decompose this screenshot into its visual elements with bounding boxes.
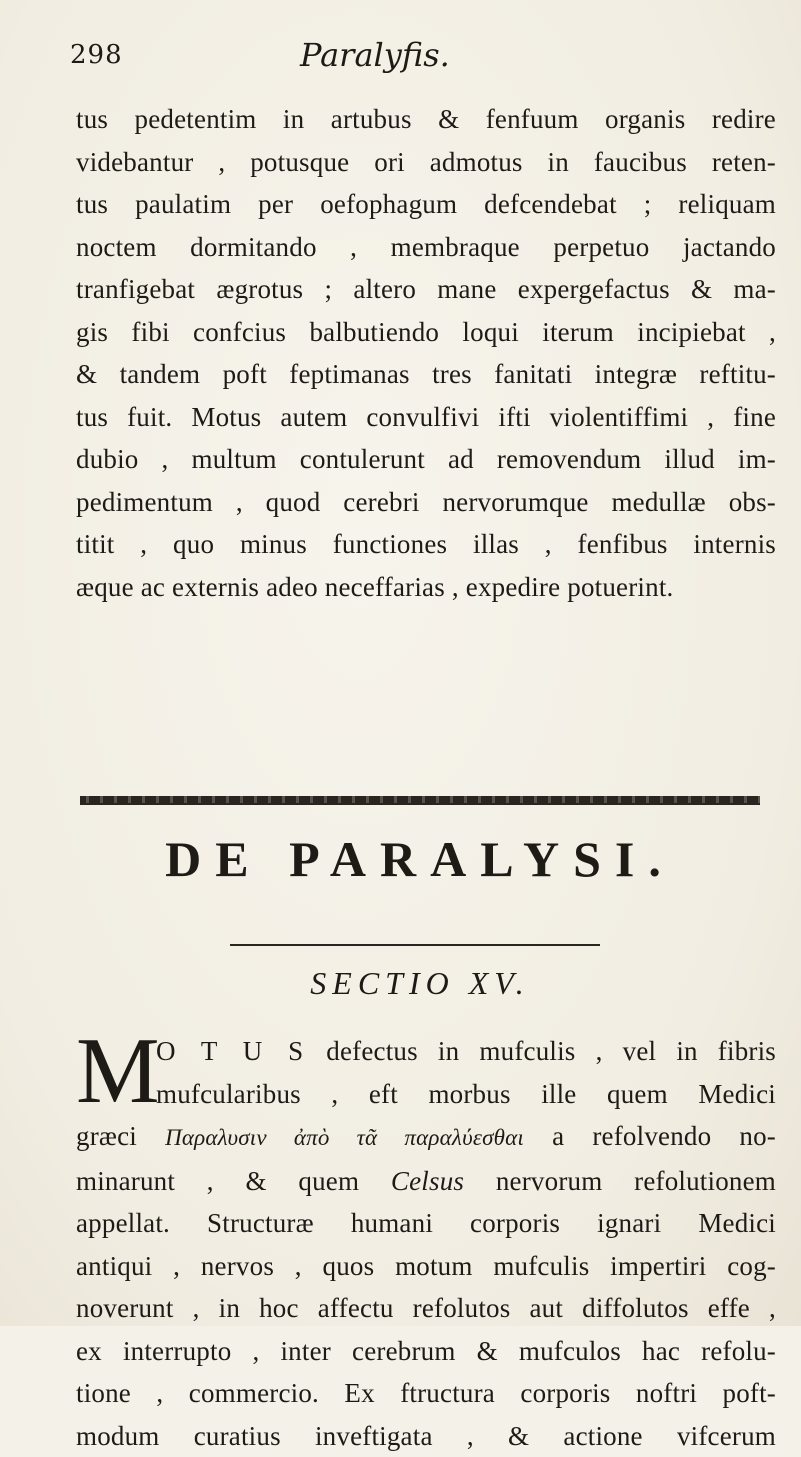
text-line: modum curatius inveftigata , & actione vifcerum xyxy=(76,1415,776,1457)
text-line: tranfigebat ægrotus ; altero mane expergefactus & ma- xyxy=(76,268,776,311)
ornamental-rule xyxy=(80,796,760,805)
text-line: tus paulatim per oefophagum defcendebat ; reliquam xyxy=(76,183,776,226)
text-line: titit , quo minus functiones illas , fenfibus internis xyxy=(76,523,776,566)
page-header xyxy=(70,40,760,80)
text-line: videbantur , potusque ori admotus in faucibus reten- xyxy=(76,141,776,184)
running-title: Paralyfis. xyxy=(300,36,450,74)
section-number: SECTIO XV. xyxy=(80,965,760,1002)
text-line: tione , commercio. Ex ftructura corporis noftri poft- xyxy=(76,1372,776,1415)
text-line: noctem dormitando , membraque perpetuo jactando xyxy=(76,226,776,269)
text-fragment: defectus in mufculis , vel in fibris xyxy=(306,1036,776,1066)
text-line: dubio , multum contulerunt ad removendum illud im- xyxy=(76,438,776,481)
section-paragraph xyxy=(76,1030,776,1457)
page-number: 298 xyxy=(70,40,123,70)
text-line: tus pedetentim in artubus & fenfuum organis redire xyxy=(76,98,776,141)
text-line xyxy=(76,1160,776,1203)
text-fragment: græci xyxy=(76,1121,165,1151)
text-line: mufcularibus , eft morbus ille quem Medici xyxy=(76,1073,776,1116)
drop-cap: M xyxy=(76,1026,160,1116)
text-line: appellat. Structuræ humani corporis ignari Medici xyxy=(76,1202,776,1245)
divider-rule xyxy=(230,944,600,946)
text-line: ex interrupto , inter cerebrum & mufculos hac refolu- xyxy=(76,1330,776,1373)
text-line: & tandem poft feptimanas tres fanitati integræ reftitu- xyxy=(76,353,776,396)
text-line: pedimentum , quod cerebri nervorumque medullæ obs- xyxy=(76,481,776,524)
text-line xyxy=(76,1030,776,1073)
text-line: antiqui , nervos , quos motum mufculis impertiri cog- xyxy=(76,1245,776,1288)
paragraph-continued xyxy=(76,98,776,608)
section-heading: DE PARALYSI. xyxy=(80,830,760,888)
smallcaps-word: O T U S xyxy=(156,1036,306,1066)
text-line: noverunt , in hoc affectu refolutos aut diffolutos effe , xyxy=(76,1287,776,1330)
greek-term: Παραλυσιν ἀπὸ τᾶ παραλύεσθαι xyxy=(165,1125,524,1150)
text-line: gis fibi confcius balbutiendo loqui iterum incipiebat , xyxy=(76,311,776,354)
text-line: æque ac externis adeo neceffarias , expedire potuerint. xyxy=(76,566,776,609)
author-name: Celsus xyxy=(391,1166,464,1196)
text-fragment: minarunt , & quem xyxy=(76,1166,391,1196)
text-line: tus fuit. Motus autem convulfivi ifti violentiffimi , fine xyxy=(76,396,776,439)
text-line xyxy=(76,1115,776,1160)
text-fragment: a refolvendo no- xyxy=(524,1121,776,1151)
text-fragment: nervorum refolutionem xyxy=(464,1166,776,1196)
